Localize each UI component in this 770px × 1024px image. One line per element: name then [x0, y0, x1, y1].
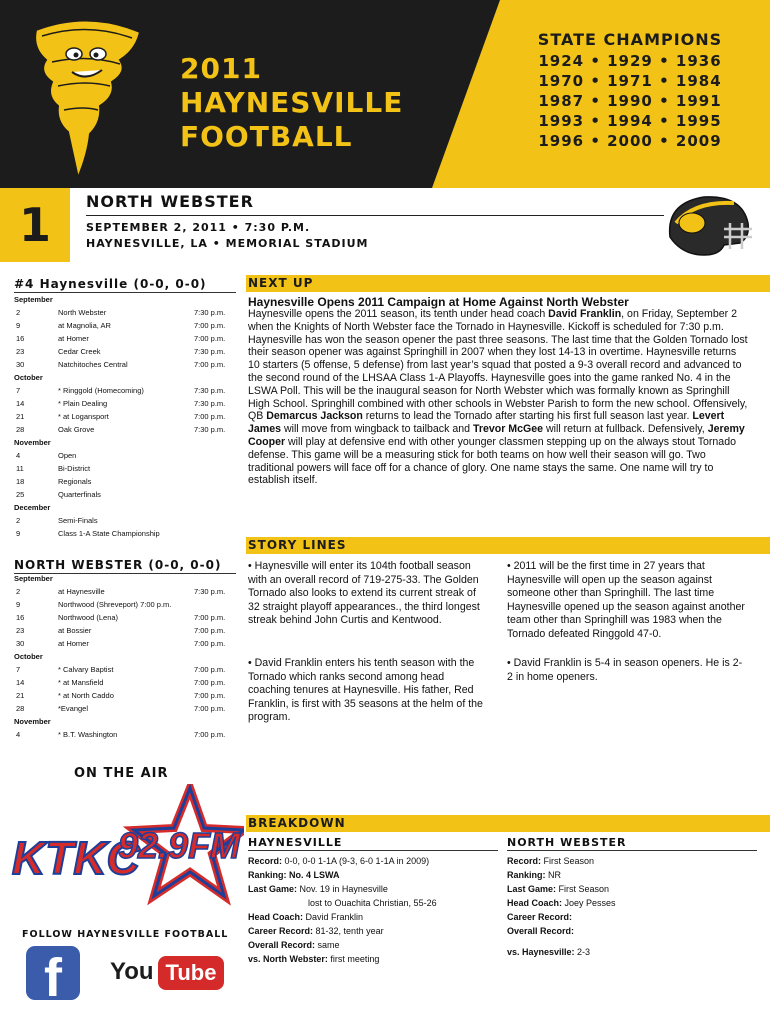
- breakdown-key: Last Game:: [507, 884, 557, 894]
- breakdown-line: [507, 910, 757, 924]
- text: returns to lead the Tornado after starting his first full season last year.: [362, 410, 693, 423]
- breakdown-line: [507, 896, 757, 910]
- north-webster-breakdown: [507, 836, 757, 959]
- breakdown-value: same: [315, 940, 340, 950]
- schedule-row: [14, 332, 236, 345]
- schedule-opponent: * at North Caddo: [58, 691, 114, 700]
- schedule-row: [14, 598, 236, 611]
- breakdown-value: First Season: [556, 884, 610, 894]
- schedule-date: 2: [16, 587, 21, 596]
- schedule-opponent: Open: [58, 451, 77, 460]
- schedule-date: 16: [16, 334, 25, 343]
- story-line-item: • Haynesville will enter its 104th football season with an overall record of 719-275-33. The Golden Tornado also looks to extend its current streak of 32 straight playoff appearances., the third longest streak behind John Curtis and Kentwood.: [248, 560, 480, 627]
- schedule-row: [14, 663, 236, 676]
- schedule-date: 18: [16, 477, 25, 486]
- champions-row: 1993 • 1994 • 1995: [538, 112, 722, 130]
- player-name: Levert James: [248, 410, 725, 436]
- schedule-time: 7:30 p.m.: [194, 425, 226, 434]
- divider: [507, 850, 757, 851]
- schedule-date: 9: [16, 321, 21, 330]
- schedule-opponent: at Homer: [58, 334, 89, 343]
- player-name: Demarcus Jackson: [266, 410, 363, 423]
- schedule-row: [14, 527, 236, 540]
- coach-name: David Franklin: [548, 308, 622, 320]
- schedule-opponent: Northwood (Lena): [58, 613, 119, 622]
- breakdown-key: Career Record:: [248, 926, 314, 936]
- schedule-date: 21: [16, 691, 25, 700]
- next-up-header: NEXT UP: [246, 275, 770, 292]
- schedule-row: [14, 488, 236, 501]
- breakdown-line: [248, 868, 498, 882]
- breakdown-line: [507, 945, 757, 959]
- schedule-date: 14: [16, 678, 25, 687]
- haynesville-schedule-title: #4 Haynesville (0-0, 0-0): [14, 277, 207, 291]
- schedule-opponent: at Homer: [58, 639, 89, 648]
- schedule-row: [14, 423, 236, 436]
- breakdown-key: Record:: [248, 856, 283, 866]
- schedule-date: 7: [16, 665, 21, 674]
- schedule-time: 7:00 p.m.: [194, 334, 226, 343]
- north-webster-schedule: [14, 572, 236, 741]
- schedule-time: 7:00 p.m.: [194, 704, 226, 713]
- breakdown-line: [507, 854, 757, 868]
- schedule-opponent: Oak Grove: [58, 425, 95, 434]
- schedule-month: October: [14, 373, 43, 382]
- schedule-row: [14, 410, 236, 423]
- schedule-row: [14, 462, 236, 475]
- game-location: HAYNESVILLE, LA • MEMORIAL STADIUM: [86, 237, 369, 250]
- breakdown-key: Last Game:: [248, 884, 298, 894]
- breakdown-line: [507, 868, 757, 882]
- schedule-date: 30: [16, 639, 25, 648]
- schedule-opponent: Quarterfinals: [58, 490, 101, 499]
- follow-label: FOLLOW HAYNESVILLE FOOTBALL: [22, 929, 229, 940]
- breakdown-value: lost to Ouachita Christian, 55-26: [248, 898, 437, 908]
- schedule-row: [14, 397, 236, 410]
- schedule-date: 14: [16, 399, 25, 408]
- schedule-opponent: * Plain Dealing: [58, 399, 108, 408]
- player-name: Jeremy Cooper: [248, 423, 745, 448]
- story-line-item: • David Franklin enters his tenth season with the Tornado which ranks second among head coaching tenures at Haynesville. His father, Red Franklin, is first with 35 seasons at the helm of the program.: [248, 657, 483, 724]
- schedule-time: 7:00 p.m.: [194, 360, 226, 369]
- text: will return at fullback. Defensively,: [543, 423, 708, 436]
- breakdown-value: First Season: [541, 856, 595, 866]
- breakdown-key: Record:: [507, 856, 542, 866]
- divider: [86, 215, 664, 216]
- game-date-time: SEPTEMBER 2, 2011 • 7:30 P.M.: [86, 221, 311, 234]
- page-header: [0, 0, 770, 188]
- story-lines-header: STORY LINES: [246, 537, 770, 554]
- breakdown-team-title: HAYNESVILLE: [248, 836, 343, 849]
- text: will play at defensive end with other younger classmen stepping up on the always stout Tornado defense. This game will be a measuring stick for both teams on how well their season will go. Two traditional powers will face off for a chance of glory. One name stays the same. One name will try to establish itself.: [248, 435, 736, 487]
- schedule-row: [14, 637, 236, 650]
- breakdown-key: Ranking: No. 4 LSWA: [248, 870, 340, 880]
- schedule-time: 7:00 p.m.: [194, 665, 226, 674]
- on-the-air-title: ON THE AIR: [74, 766, 169, 781]
- next-up-body: [248, 308, 748, 487]
- schedule-date: 2: [16, 516, 21, 525]
- schedule-opponent: Cedar Creek: [58, 347, 101, 356]
- schedule-opponent: * Calvary Baptist: [58, 665, 114, 674]
- haynesville-breakdown: [248, 836, 498, 966]
- schedule-date: 28: [16, 425, 25, 434]
- station-frequency: 92.9FM: [118, 825, 241, 866]
- schedule-date: 30: [16, 360, 25, 369]
- divider: [248, 850, 498, 851]
- schedule-date: 23: [16, 626, 25, 635]
- page-title: [180, 52, 450, 154]
- schedule-month: October: [14, 652, 43, 661]
- haynesville-schedule: [14, 293, 236, 540]
- title-line: FOOTBALL: [180, 120, 353, 153]
- schedule-date: 9: [16, 600, 21, 609]
- breakdown-value: first meeting: [327, 954, 380, 964]
- schedule-time: 7:00 p.m.: [194, 626, 226, 635]
- story-line-item: • 2011 will be the first time in 27 years that Haynesville will open up the season against someone other than Springhill. The last time Haynesville opened up the season against another team other than Springhill was 1983 when the Tornado defeated Ringgold 47-0.: [507, 560, 745, 640]
- schedule-time: 7:30 p.m.: [194, 347, 226, 356]
- schedule-opponent: Northwood (Shreveport) 7:00 p.m.: [58, 600, 172, 609]
- breakdown-key: Head Coach:: [507, 898, 563, 908]
- breakdown-key: vs. North Webster:: [248, 954, 328, 964]
- next-up-headline: Haynesville Opens 2011 Campaign at Home Against North Webster: [248, 295, 629, 309]
- schedule-row: [14, 306, 236, 319]
- schedule-row: [14, 702, 236, 715]
- schedule-date: 11: [16, 464, 24, 473]
- north-webster-schedule-title: NORTH WEBSTER (0-0, 0-0): [14, 558, 222, 572]
- breakdown-line: [507, 938, 757, 945]
- player-name: Trevor McGee: [472, 423, 544, 436]
- schedule-row: [14, 319, 236, 332]
- breakdown-value: Joey Pesses: [562, 898, 616, 908]
- breakdown-header: BREAKDOWN: [246, 815, 770, 832]
- schedule-date: 2: [16, 308, 21, 317]
- schedule-date: 9: [16, 529, 21, 538]
- schedule-time: 7:30 p.m.: [194, 386, 226, 395]
- schedule-row: [14, 514, 236, 527]
- game-number: 1: [0, 188, 70, 262]
- tornado-mascot-icon: [28, 10, 148, 180]
- schedule-row: [14, 585, 236, 598]
- breakdown-line: [507, 924, 757, 938]
- schedule-opponent: North Webster: [58, 308, 107, 317]
- breakdown-key: Overall Record:: [507, 926, 575, 936]
- schedule-opponent: Semi-Finals: [58, 516, 98, 525]
- schedule-time: 7:00 p.m.: [194, 613, 226, 622]
- facebook-icon[interactable]: [26, 946, 80, 1000]
- breakdown-value: NR: [545, 870, 562, 880]
- schedule-time: 7:00 p.m.: [194, 678, 226, 687]
- schedule-month: December: [14, 503, 51, 512]
- breakdown-line: [248, 938, 498, 952]
- schedule-row: [14, 624, 236, 637]
- breakdown-key: Overall Record:: [248, 940, 316, 950]
- schedule-date: 16: [16, 613, 25, 622]
- champions-row: 1924 • 1929 • 1936: [538, 52, 722, 70]
- breakdown-value: 0-0, 0-0 1-1A (9-3, 6-0 1-1A in 2009): [282, 856, 430, 866]
- schedule-opponent: * B.T. Washington: [58, 730, 118, 739]
- schedule-date: 7: [16, 386, 21, 395]
- breakdown-key: vs. Haynesville:: [507, 947, 575, 957]
- station-name: KTKC: [12, 832, 140, 884]
- schedule-row: [14, 676, 236, 689]
- breakdown-value: 2-3: [574, 947, 591, 957]
- title-line: 2011: [180, 52, 262, 85]
- breakdown-team-title: NORTH WEBSTER: [507, 836, 627, 849]
- breakdown-line: [248, 882, 498, 896]
- opponent-name: NORTH WEBSTER: [86, 192, 254, 211]
- schedule-opponent: * Ringgold (Homecoming): [58, 386, 144, 395]
- schedule-row: [14, 689, 236, 702]
- breakdown-key: Career Record:: [507, 912, 573, 922]
- schedule-time: 7:00 p.m.: [194, 730, 226, 739]
- breakdown-key: Head Coach:: [248, 912, 304, 922]
- schedule-date: 4: [16, 451, 21, 460]
- schedule-opponent: at Magnolia, AR: [58, 321, 111, 330]
- schedule-opponent: *Evangel: [58, 704, 89, 713]
- title-line: HAYNESVILLE: [180, 86, 404, 119]
- schedule-opponent: at Bossier: [58, 626, 92, 635]
- state-champions-list: [520, 30, 740, 151]
- text: will move from wingback to tailback and: [281, 423, 473, 436]
- schedule-month: November: [14, 717, 51, 726]
- schedule-row: [14, 358, 236, 371]
- schedule-month: September: [14, 574, 53, 583]
- youtube-you: You: [110, 958, 154, 985]
- schedule-time: 7:00 p.m.: [194, 412, 226, 421]
- text: Haynesville opens the 2011 season, its tenth under head coach: [248, 308, 549, 320]
- schedule-time: 7:00 p.m.: [194, 691, 226, 700]
- breakdown-line: [248, 910, 498, 924]
- schedule-row: [14, 611, 236, 624]
- schedule-time: 7:30 p.m.: [194, 587, 226, 596]
- schedule-time: 7:00 p.m.: [194, 639, 226, 648]
- schedule-time: 7:00 p.m.: [194, 321, 226, 330]
- schedule-month: September: [14, 295, 53, 304]
- breakdown-value: 81-32, tenth year: [313, 926, 384, 936]
- schedule-date: 4: [16, 730, 21, 739]
- champions-title: STATE CHAMPIONS: [537, 30, 723, 49]
- schedule-time: 7:30 p.m.: [194, 308, 226, 317]
- text: , on Friday, September 2 when the Knights of North Webster face the Tornado in Haynesville. Kickoff is scheduled for 7:30 p.m. Haynesville has won the season opener the past three seasons. The last time that the Golden Tornado lost their season opener was against Springhill in 2007 when they lost 14-13 in overtime. Haynesville returns 10 starters (5 offense, 5 defense) from last year’s squad that posted a 9-3 overall record and advanced to the second round of the LHSAA Class 1-A Playoffs. Haynesville goes into the game ranked No. 4 in the LSWA Poll. This will be the inaugural season for North Webster which was formally known as Springhill High School. Springhill combined with other schools in Webster Parish to form the new school. Offensively, QB: [248, 308, 748, 423]
- schedule-time: 7:30 p.m.: [194, 399, 226, 408]
- breakdown-line: [248, 952, 498, 966]
- schedule-date: 28: [16, 704, 25, 713]
- breakdown-value: David Franklin: [303, 912, 364, 922]
- breakdown-line: [248, 896, 498, 910]
- youtube-tube: Tube: [158, 956, 224, 990]
- breakdown-line: [248, 924, 498, 938]
- breakdown-value: Nov. 19 in Haynesville: [297, 884, 388, 894]
- schedule-row: [14, 449, 236, 462]
- schedule-date: 25: [16, 490, 25, 499]
- breakdown-line: [248, 854, 498, 868]
- breakdown-line: [507, 882, 757, 896]
- radio-station-logo-icon: [8, 784, 244, 906]
- champions-row: 1987 • 1990 • 1991: [538, 92, 722, 110]
- football-helmet-icon: [664, 193, 754, 259]
- schedule-row: [14, 475, 236, 488]
- schedule-opponent: Natchitoches Central: [58, 360, 128, 369]
- champions-row: 1996 • 2000 • 2009: [538, 132, 722, 150]
- schedule-opponent: * at Mansfield: [58, 678, 104, 687]
- schedule-month: November: [14, 438, 51, 447]
- schedule-row: [14, 728, 236, 741]
- schedule-row: [14, 384, 236, 397]
- schedule-date: 23: [16, 347, 25, 356]
- schedule-opponent: Regionals: [58, 477, 92, 486]
- breakdown-key: Ranking:: [507, 870, 546, 880]
- schedule-opponent: Bi-District: [58, 464, 91, 473]
- schedule-opponent: Class 1-A State Championship: [58, 529, 160, 538]
- schedule-row: [14, 345, 236, 358]
- story-line-item: • David Franklin is 5-4 in season openers. He is 2-2 in home openers.: [507, 657, 743, 683]
- schedule-date: 21: [16, 412, 25, 421]
- facebook-letter: f: [44, 948, 62, 1000]
- schedule-opponent: at Haynesville: [58, 587, 105, 596]
- schedule-opponent: * at Logansport: [58, 412, 109, 421]
- champions-row: 1970 • 1971 • 1984: [538, 72, 722, 90]
